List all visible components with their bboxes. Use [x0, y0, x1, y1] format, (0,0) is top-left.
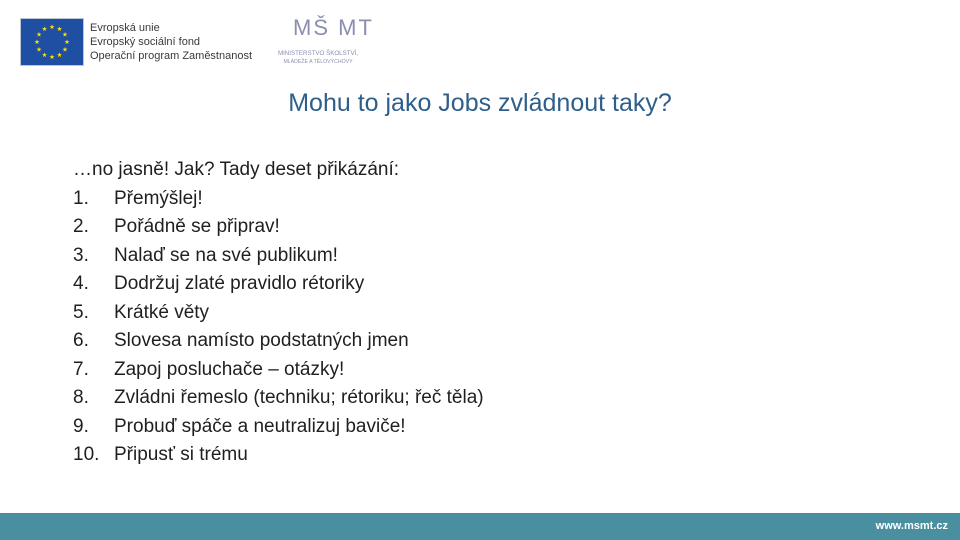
eu-stars-icon — [21, 19, 83, 65]
list-item — [73, 270, 484, 299]
eu-star-icon — [37, 32, 42, 37]
list-item-number: 2. — [73, 216, 89, 237]
eu-line-2: Evropský sociální fond — [90, 36, 201, 48]
list-item — [73, 356, 484, 385]
list-item-number: 10. — [73, 444, 100, 465]
footer-bar — [0, 513, 960, 540]
msmt-logo-line-1: MINISTERSTVO ŠKOLSTVÍ, — [277, 50, 359, 57]
eu-star-icon — [50, 54, 55, 59]
msmt-logo-letters: MŠ MT — [293, 15, 374, 40]
eu-star-icon — [42, 26, 47, 31]
list-item-text: Přemýšlej! — [114, 187, 203, 209]
eu-line-3: Operační program Zaměstnanost — [90, 50, 253, 62]
slide-content — [73, 156, 484, 470]
eu-star-icon — [65, 39, 70, 44]
list-item-number: 7. — [73, 358, 89, 380]
list-item-number: 6. — [73, 330, 89, 351]
list-item-text: Pořádně se připrav! — [114, 216, 280, 237]
eu-star-icon — [57, 52, 62, 57]
list-item-number: 4. — [73, 273, 89, 294]
footer-url[interactable]: www.msmt.cz — [875, 520, 948, 532]
list-item — [73, 384, 484, 413]
eu-line-1: Evropská unie — [90, 22, 160, 34]
list-item-number: 9. — [73, 415, 89, 437]
list-item-text: Zvládni řemeslo (techniku; rétoriku; řeč těla) — [114, 387, 484, 408]
list-item-text: Zapoj posluchače – otázky! — [114, 358, 345, 380]
list-item-text: Připusť si trému — [114, 444, 248, 465]
msmt-logo-line-2: MLÁDEŽE A TĚLOVÝCHOVY — [283, 59, 353, 65]
list-item-text: Krátké věty — [114, 301, 210, 323]
eu-star-icon — [57, 26, 62, 31]
eu-star-icon — [50, 24, 55, 29]
list-item — [73, 441, 484, 470]
list-item — [73, 299, 484, 328]
eu-star-icon — [63, 47, 68, 52]
list-item-number: 3. — [73, 244, 89, 266]
msmt-logo — [262, 10, 374, 70]
list-item — [73, 213, 484, 242]
list-item-text: Probuď spáče a neutralizuj baviče! — [114, 415, 406, 437]
list-item — [73, 185, 484, 214]
slide-title: Mohu to jako Jobs zvládnout taky? — [288, 89, 672, 117]
list-item — [73, 413, 484, 442]
list-item — [73, 242, 484, 271]
list-item-text: Dodržuj zlaté pravidlo rétoriky — [114, 273, 365, 294]
list-item-number: 5. — [73, 301, 89, 323]
eu-star-icon — [35, 39, 40, 44]
eu-flag-logo — [20, 18, 84, 66]
list-item-number: 1. — [73, 187, 89, 209]
eu-star-icon — [42, 52, 47, 57]
intro-line: …no jasně! Jak? Tady deset přikázání: — [73, 159, 400, 180]
eu-star-icon — [37, 47, 42, 52]
list-item-text: Slovesa namísto podstatných jmen — [114, 330, 409, 351]
list-item-number: 8. — [73, 387, 89, 408]
list-item-text: Nalaď se na své publikum! — [114, 244, 338, 266]
list-item — [73, 327, 484, 356]
eu-star-icon — [63, 32, 68, 37]
eu-program-text — [90, 21, 252, 63]
